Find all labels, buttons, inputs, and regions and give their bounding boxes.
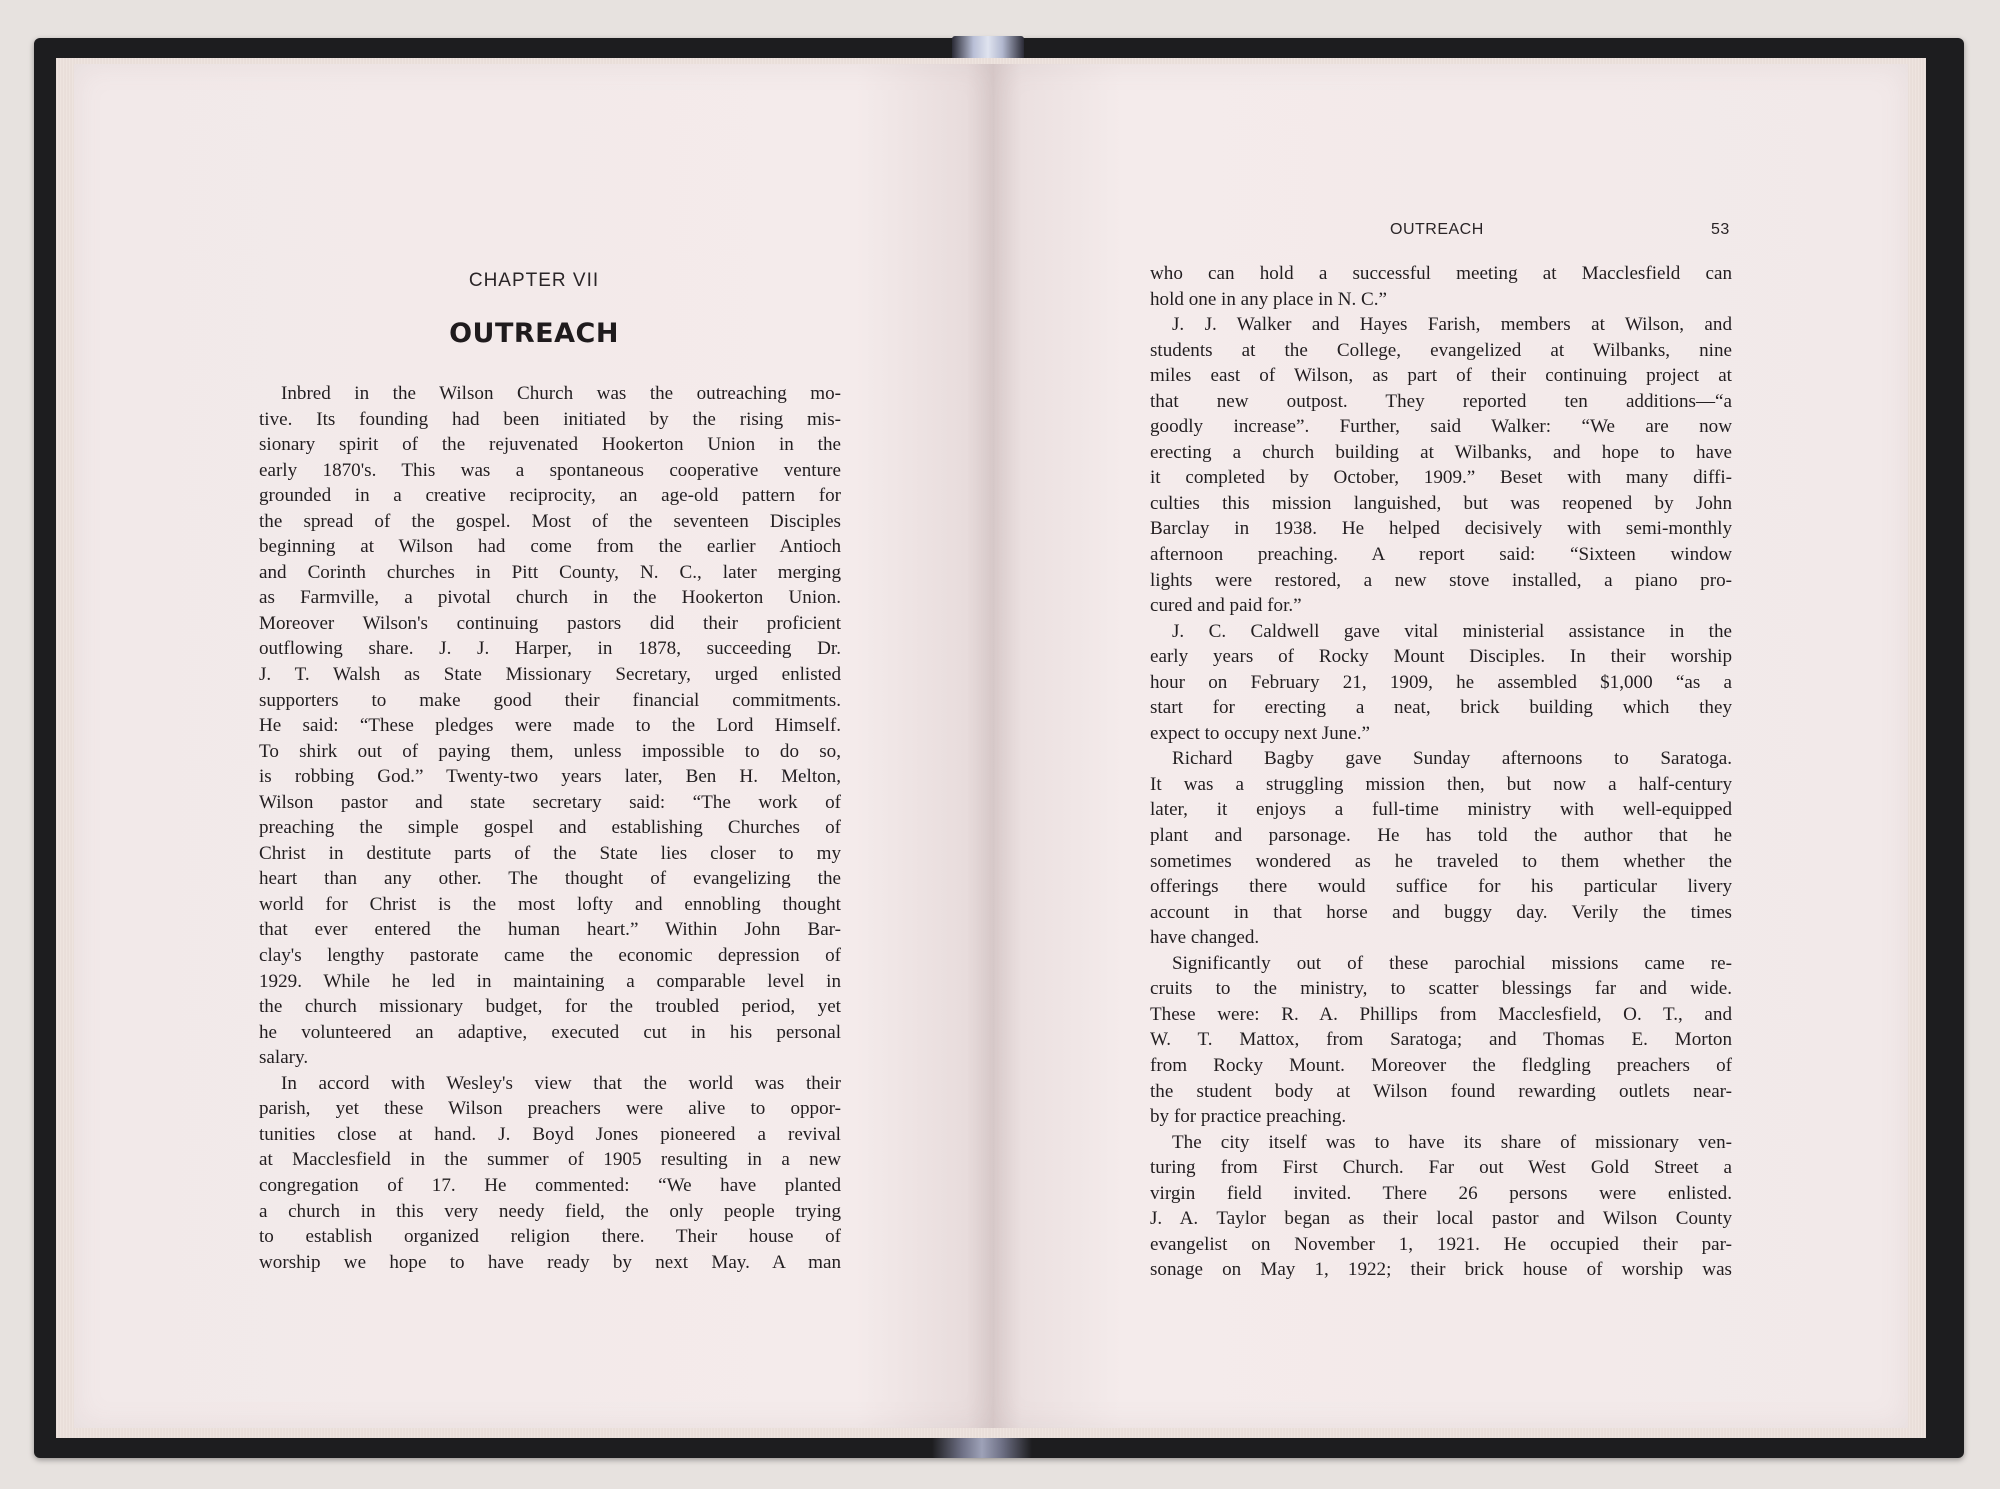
- text-line: that ever entered the human heart.” Within John Bar-: [259, 919, 841, 941]
- text-line: cured and paid for.”: [1150, 595, 1302, 617]
- text-line: virgin field invited. There 26 persons were enlisted.: [1150, 1182, 1732, 1204]
- text-line: tunities close at hand. J. Boyd Jones pioneered a revival: [259, 1123, 841, 1145]
- text-line: sonage on May 1, 1922; their brick house of worship was: [1150, 1259, 1732, 1281]
- text-line: start for erecting a neat, brick building which they: [1150, 697, 1732, 719]
- text-line: the spread of the gospel. Most of the seventeen Disciples: [259, 510, 841, 532]
- text-line: He said: “These pledges were made to the Lord Himself.: [259, 715, 841, 737]
- right-body-text: [1150, 261, 1732, 1283]
- text-line: lights were restored, a new stove installed, a piano pro-: [1150, 569, 1732, 591]
- text-line: a church in this very needy field, the only people trying: [259, 1200, 841, 1222]
- text-line: afternoon preaching. A report said: “Sixteen window: [1150, 544, 1732, 566]
- text-line: evangelist on November 1, 1921. He occupied their par-: [1150, 1233, 1732, 1255]
- text-line: J. C. Caldwell gave vital ministerial assistance in the: [1172, 620, 1732, 642]
- text-line: from Rocky Mount. Moreover the fledgling preachers of: [1150, 1054, 1732, 1076]
- text-line: cruits to the ministry, to scatter blessings far and wide.: [1150, 978, 1732, 1000]
- chapter-title: OUTREACH: [449, 318, 619, 349]
- text-line: worship we hope to have ready by next May. A man: [259, 1251, 841, 1273]
- text-line: Christ in destitute parts of the State lies closer to my: [259, 842, 841, 864]
- text-line: miles east of Wilson, as part of their continuing project at: [1150, 365, 1732, 387]
- text-line: To shirk out of paying them, unless impossible to do so,: [259, 740, 841, 762]
- text-line: account in that horse and buggy day. Verily the times: [1150, 901, 1732, 923]
- text-line: heart than any other. The thought of evangelizing the: [259, 868, 841, 890]
- text-line: and Corinth churches in Pitt County, N. C., later merging: [259, 561, 841, 583]
- text-line: supporters to make good their financial commitments.: [259, 689, 841, 711]
- text-line: that new outpost. They reported ten additions—“a: [1150, 390, 1732, 412]
- text-line: offerings there would suffice for his particular livery: [1150, 876, 1732, 898]
- text-line: These were: R. A. Phillips from Macclesfield, O. T., and: [1150, 1003, 1732, 1025]
- text-line: erecting a church building at Wilbanks, and hope to have: [1150, 441, 1732, 463]
- text-line: salary.: [259, 1047, 309, 1069]
- text-line: Moreover Wilson's continuing pastors did their proficient: [259, 612, 841, 634]
- text-line: grounded in a creative reciprocity, an age-old pattern for: [259, 485, 841, 507]
- text-line: the student body at Wilson found rewarding outlets near-: [1150, 1080, 1732, 1102]
- text-line: plant and parsonage. He has told the author that he: [1150, 825, 1732, 847]
- text-line: Richard Bagby gave Sunday afternoons to Saratoga.: [1172, 748, 1732, 770]
- text-line: world for Christ is the most lofty and ennobling thought: [259, 893, 841, 915]
- text-line: Barclay in 1938. He helped decisively with semi-monthly: [1150, 518, 1732, 540]
- text-line: preaching the simple gospel and establishing Churches of: [259, 817, 841, 839]
- text-line: hour on February 21, 1909, he assembled $1,000 “as a: [1150, 671, 1732, 693]
- text-line: goodly increase”. Further, said Walker: “We are now: [1150, 416, 1732, 438]
- text-line: later, it enjoys a full-time ministry with well-equipped: [1150, 799, 1732, 821]
- text-line: expect to occupy next June.”: [1150, 722, 1371, 744]
- text-line: parish, yet these Wilson preachers were alive to oppor-: [259, 1098, 841, 1120]
- text-line: it completed by October, 1909.” Beset with many diffi-: [1150, 467, 1732, 489]
- text-line: early 1870's. This was a spontaneous cooperative venture: [259, 459, 841, 481]
- text-line: culties this mission languished, but was reopened by John: [1150, 492, 1732, 514]
- text-line: It was a struggling mission then, but now a half-century: [1150, 773, 1732, 795]
- left-page: [74, 64, 994, 1428]
- text-line: tive. Its founding had been initiated by the rising mis-: [259, 408, 841, 430]
- right-page: [994, 64, 1908, 1428]
- text-line: The city itself was to have its share of missionary ven-: [1172, 1131, 1732, 1153]
- text-line: early years of Rocky Mount Disciples. In their worship: [1150, 646, 1732, 668]
- text-line: by for practice preaching.: [1150, 1106, 1347, 1128]
- text-line: sometimes wondered as he traveled to them whether the: [1150, 850, 1732, 872]
- text-line: who can hold a successful meeting at Macclesfield can: [1150, 263, 1732, 284]
- text-line: congregation of 17. He commented: “We have planted: [259, 1174, 841, 1196]
- text-line: turing from First Church. Far out West Gold Street a: [1150, 1157, 1732, 1179]
- text-line: In accord with Wesley's view that the world was their: [281, 1072, 841, 1094]
- text-line: he volunteered an adaptive, executed cut in his personal: [259, 1021, 841, 1043]
- text-line: Inbred in the Wilson Church was the outreaching mo-: [281, 383, 841, 404]
- text-line: hold one in any place in N. C.”: [1150, 288, 1388, 310]
- text-line: students at the College, evangelized at Wilbanks, nine: [1150, 339, 1732, 361]
- text-line: J. A. Taylor began as their local pastor and Wilson County: [1150, 1208, 1732, 1230]
- text-line: at Macclesfield in the summer of 1905 resulting in a new: [259, 1149, 841, 1171]
- text-line: the church missionary budget, for the troubled period, yet: [259, 996, 841, 1018]
- text-line: Significantly out of these parochial missions came re-: [1172, 952, 1732, 974]
- text-line: as Farmville, a pivotal church in the Hookerton Union.: [259, 587, 841, 609]
- text-line: J. J. Walker and Hayes Farish, members at Wilson, and: [1172, 314, 1732, 336]
- running-head: OUTREACH: [1390, 221, 1484, 238]
- text-line: clay's lengthy pastorate came the economic depression of: [259, 945, 841, 967]
- page-number: 53: [1711, 221, 1730, 238]
- text-line: outflowing share. J. J. Harper, in 1878, succeeding Dr.: [259, 638, 841, 660]
- text-line: to establish organized religion there. Their house of: [259, 1226, 841, 1248]
- text-line: 1929. While he led in maintaining a comparable level in: [259, 970, 841, 992]
- chapter-label: CHAPTER VII: [468, 270, 600, 291]
- text-line: W. T. Mattox, from Saratoga; and Thomas E. Morton: [1150, 1029, 1732, 1051]
- text-line: Wilson pastor and state secretary said: “The work of: [259, 791, 841, 813]
- text-line: have changed.: [1150, 927, 1260, 949]
- text-line: sionary spirit of the rejuvenated Hookerton Union in the: [259, 434, 841, 456]
- text-line: J. T. Walsh as State Missionary Secretary, urged enlisted: [259, 664, 841, 686]
- text-line: beginning at Wilson had come from the earlier Antioch: [259, 536, 841, 558]
- left-body-text: [259, 381, 841, 1275]
- text-line: is robbing God.” Twenty-two years later, Ben H. Melton,: [259, 766, 841, 788]
